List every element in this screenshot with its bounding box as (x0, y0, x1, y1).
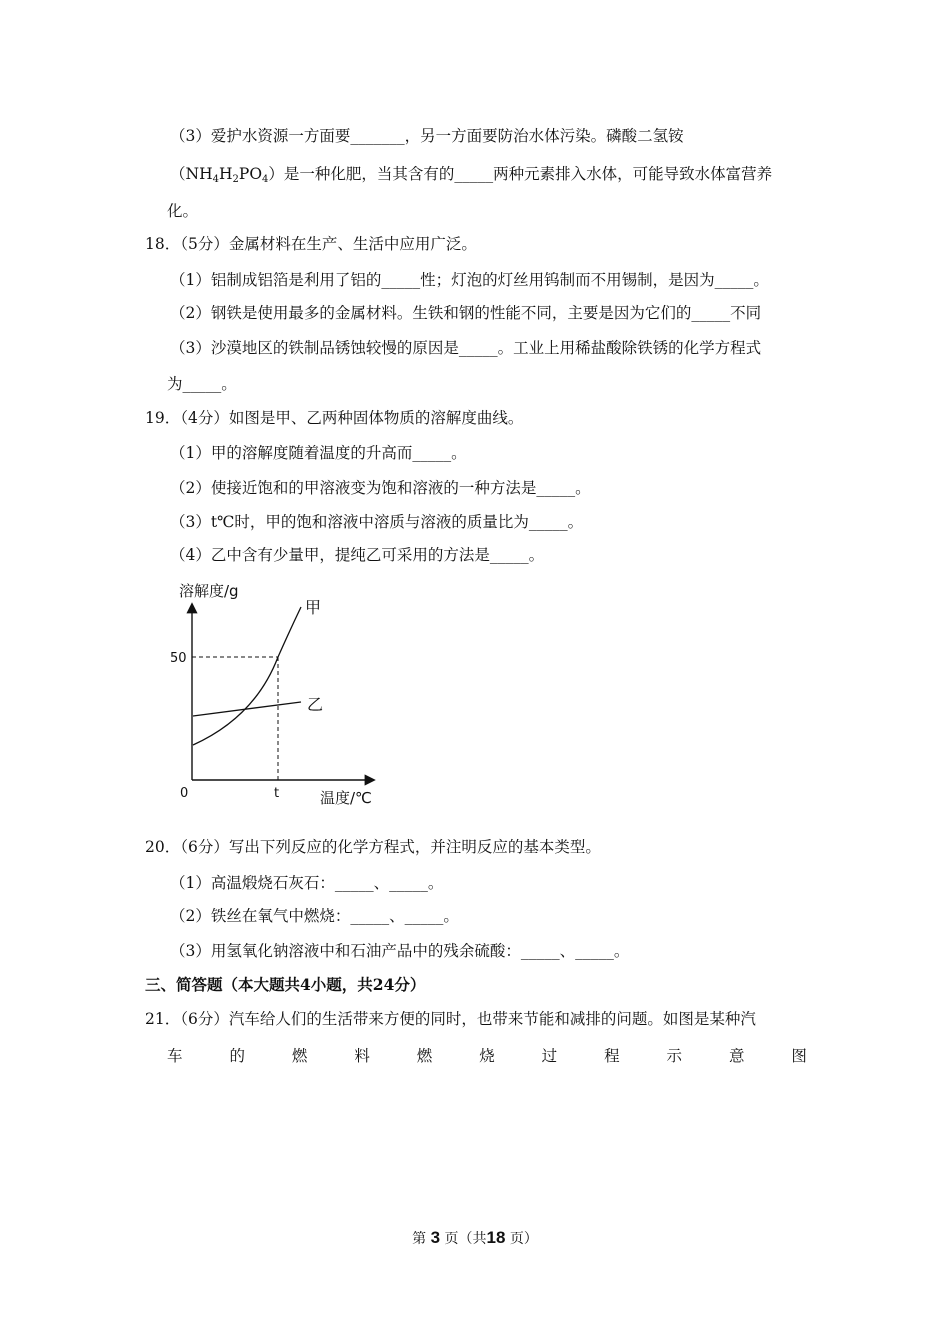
q18-sub3-cont: 为_____。 (167, 375, 237, 393)
q19-sub4: （4）乙中含有少量甲，提纯乙可采用的方法是_____。 (170, 546, 545, 564)
q21-line2 (167, 1046, 807, 1066)
q18-sub2: （2）钢铁是使用最多的金属材料。生铁和钢的性能不同，主要是因为它们的_____不同 (170, 304, 762, 322)
origin-label: 0 (180, 786, 189, 801)
q21-char: 过 (541, 1047, 558, 1065)
formula-subscript: 4 (262, 174, 269, 185)
q21-char: 的 (229, 1047, 245, 1065)
q21-char: 意 (728, 1047, 745, 1065)
formula-part: H (218, 165, 233, 183)
q20-header: 20．（6分）写出下列反应的化学方程式，并注明反应的基本类型。 (145, 838, 601, 856)
x-tick-t: t (274, 786, 280, 801)
q18-header: 18．（5分）金属材料在生产、生活中应用广泛。 (145, 235, 477, 253)
q21-char: 料 (354, 1047, 370, 1065)
q21-char: 示 (666, 1047, 683, 1065)
formula-subscript: 4 (212, 174, 219, 185)
chemical-formula (186, 165, 269, 183)
q21-char: 图 (791, 1047, 807, 1065)
q21-char: 燃 (291, 1047, 308, 1065)
q19-sub1: （1）甲的溶解度随着温度的升高而_____。 (170, 444, 467, 462)
q18-sub1: （1）铝制成铝箔是利用了铝的_____性；灯泡的灯丝用钨制而不用锡制，是因为_____。 (170, 271, 769, 289)
curve-b (193, 702, 301, 716)
q21-header: 21．（6分）汽车给人们的生活带来方便的同时，也带来节能和减排的问题。如图是某种汽 (145, 1010, 756, 1028)
solubility-curve-figure (165, 575, 395, 815)
section-3-title: 三、简答题（本大题共4小题，共24分） (145, 975, 426, 994)
footer-prefix: 第 (412, 1231, 427, 1247)
q17-sub3-line3: 化。 (167, 202, 199, 220)
q18-sub3: （3）沙漠地区的铁制品锈蚀较慢的原因是_____。工业上用稀盐酸除铁锈的化学方程式 (170, 339, 762, 357)
curve-b-label: 乙 (307, 695, 324, 714)
q17-sub3-line2 (170, 164, 772, 184)
curve-a-label: 甲 (305, 598, 322, 617)
q21-char: 程 (604, 1047, 620, 1065)
q19-sub3: （3）t℃时，甲的饱和溶液中溶质与溶液的质量比为_____。 (170, 513, 584, 531)
curve-a (193, 607, 301, 745)
q21-header-line (145, 1009, 807, 1029)
q17-sub3-line1 (170, 126, 806, 146)
q20-sub2: （2）铁丝在氧气中燃烧：_____、_____。 (170, 907, 459, 925)
q21-char: 车 (167, 1047, 183, 1065)
q17-paren-open: （ (170, 165, 186, 183)
page-total: 18 (486, 1228, 506, 1247)
q19-sub2: （2）使接近饱和的甲溶液变为饱和溶液的一种方法是_____。 (170, 479, 591, 497)
q17-sub3-text: （3）爱护水资源一方面要_______，另一方面要防治水体污染。磷酸二氢铵 (170, 127, 684, 145)
q21-char: 燃 (416, 1047, 433, 1065)
footer-suffix: 页） (509, 1231, 538, 1247)
formula-subscript: 2 (232, 174, 239, 185)
y-tick-50: 50 (170, 651, 187, 666)
q20-sub3: （3）用氢氧化钠溶液中和石油产品中的残余硫酸：_____、_____。 (170, 942, 630, 960)
y-axis-label: 溶解度/g (179, 582, 239, 600)
q20-sub1: （1）高温煅烧石灰石：_____、_____。 (170, 874, 444, 892)
q19-header: 19．（4分）如图是甲、乙两种固体物质的溶解度曲线。 (145, 409, 524, 427)
page-footer (0, 1228, 950, 1248)
formula-part: PO (238, 165, 263, 183)
page-number: 3 (430, 1228, 441, 1247)
x-axis-label: 温度/℃ (320, 789, 372, 807)
q21-char: 烧 (479, 1047, 495, 1065)
q17-sub3-rest: ）是一种化肥，当其含有的_____两种元素排入水体，可能导致水体富营养 (268, 165, 773, 183)
footer-mid: 页（共 (444, 1231, 487, 1247)
formula-part: NH (185, 165, 213, 183)
